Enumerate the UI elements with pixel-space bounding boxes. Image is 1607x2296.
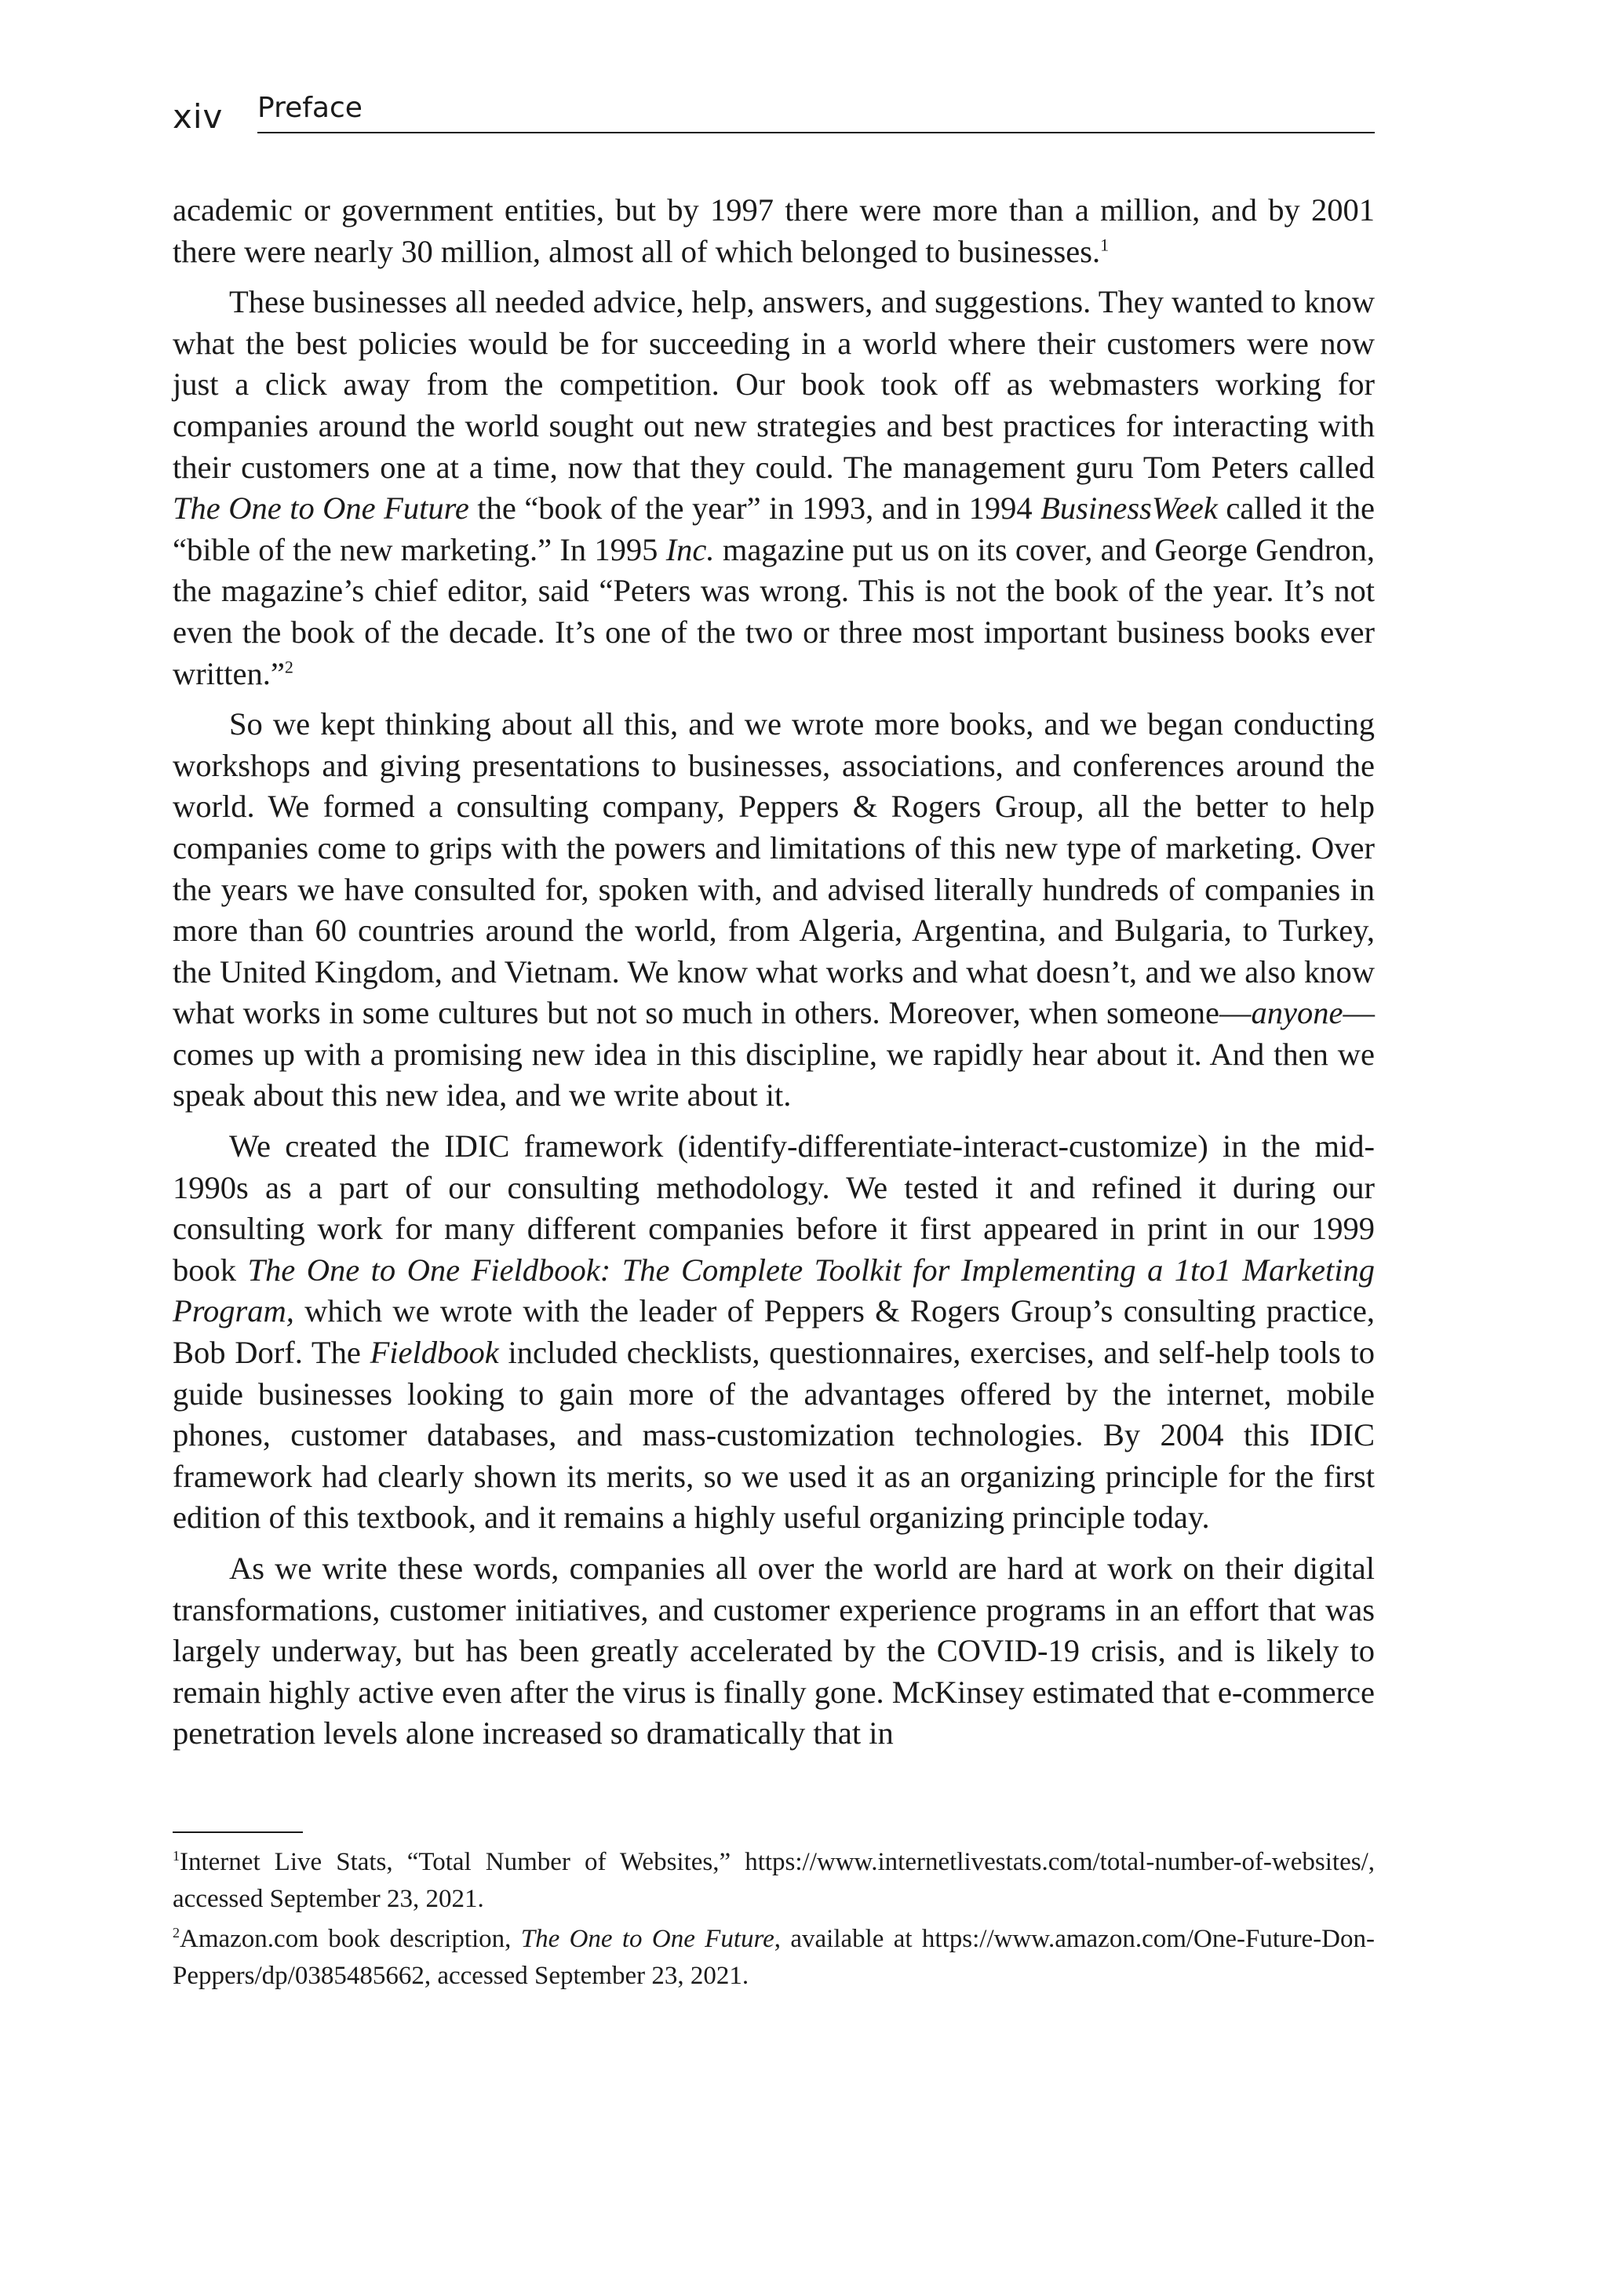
paragraph-4 (173, 1126, 1375, 1539)
paragraph-2-text-g: magazine put us on its cover, and George Gendron, the magazine’s chief editor, said “Peters was wrong. This is not the book of the year. It’s not even the book of the decade. It’s one of the two or three most important business books ever written.” (173, 531, 1375, 691)
paragraph-4-text-a: We created the IDIC framework (identify-differentiate-interact-customize) in the mid-1990s as a part of our consulting methodology. We tested it and refined it during our consulting work for many different companies before it first appeared in print in our 1999 book (173, 1128, 1375, 1288)
paragraph-3 (173, 704, 1375, 1117)
page-number: xiv (173, 97, 224, 136)
magazine-businessweek: BusinessWeek (1040, 490, 1218, 527)
footnote-rule (173, 1831, 303, 1833)
paragraph-4-text-e: included checklists, questionnaires, exercises, and self-help tools to guide businesses looking to gain more of the advantages offered by the internet, mobile phones, customer databases, and mass-customization technologies. By 2004 this IDIC framework had clearly shown its merits, so we used it as an organizing principle for the first edition of this textbook, and it remains a highly useful organizing principle today. (173, 1335, 1375, 1536)
running-head-title: Preface (257, 92, 363, 124)
magazine-inc: Inc. (665, 531, 715, 567)
paragraph-5 (173, 1548, 1375, 1755)
paragraph-3-text-a: So we kept thinking about all this, and we wrote more books, and we began conducting workshops and giving presentations to businesses, associations, and conferences around the world. We formed a consulting company, Peppers & Rogers Group, all the better to help companies come to grips with the powers and limitations of this new type of marketing. Over the years we have consulted for, spoken with, and advised literally hundreds of companies in more than 60 countries around the world, from Algeria, Argentina, and Bulgaria, to Turkey, the United Kingdom, and Vietnam. We know what works and what doesn’t, and we also know what works in some cultures but not so much in others. Moreover, when someone— (173, 706, 1375, 1031)
footnote-2-book-title: The One to One Future (520, 1924, 774, 1953)
paragraph-1 (173, 190, 1375, 272)
emphasis-anyone: anyone (1251, 995, 1343, 1031)
paragraph-2-text-a: These businesses all needed advice, help, answers, and suggestions. They wanted to know what the best policies would be for succeeding in a world where their customers were now just a click away from the competition. Our book took off as webmasters working for companies around the world sought out new strategies and best practices for interacting with their customers one at a time, now that they could. The management guru Tom Peters called (173, 284, 1375, 485)
paragraph-3-text-c: —comes up with a promising new idea in this discipline, we rapidly hear about it. And then we speak about this new idea, and we write about it. (173, 995, 1375, 1113)
footnote-ref-2[interactable]: 2 (284, 657, 293, 677)
book-title-fieldbook: The One to One Fieldbook: The Complete Toolkit for Implementing a 1to1 Marketing Program, (173, 1252, 1375, 1329)
paragraph-1-text: academic or government entities, but by 1997 there were more than a million, and by 2001 there were nearly 30 million, almost all of which belonged to businesses. (173, 192, 1375, 269)
header-rule (257, 132, 1375, 133)
paragraph-5-text: As we write these words, companies all over the world are hard at work on their digital transformations, customer initiatives, and customer experience programs in an effort that was largely underway, but has been greatly accelerated by the COVID-19 crisis, and is likely to remain highly active even after the virus is finally gone. McKinsey estimated that e-commerce penetration levels alone increased so dramatically that in (173, 1551, 1375, 1751)
footnote-ref-1[interactable]: 1 (1100, 235, 1110, 255)
footnote-2-text-a: Amazon.com book description, (180, 1924, 521, 1953)
book-title-one-to-one-future: The One to One Future (173, 490, 469, 527)
footnote-2-text-c: , available at https://www.amazon.com/One-Future-Don-Peppers/dp/0385485662, accessed September 23, 2021. (173, 1924, 1375, 1990)
fieldbook-italic: Fieldbook (370, 1335, 499, 1371)
body-text (173, 190, 1375, 1755)
footnote-1-text: Internet Live Stats, “Total Number of Websites,” https://www.internetlivestats.com/total-number-of-websites/, accessed September 23, 2021. (173, 1847, 1375, 1913)
paragraph-2-text-e: called it the “bible of the new marketing.” In 1995 (173, 490, 1375, 567)
paragraph-2 (173, 282, 1375, 694)
footnote-1-mark: 1 (173, 1847, 180, 1864)
footnote-2-mark: 2 (173, 1924, 180, 1941)
paragraph-2-text-c: the “book of the year” in 1993, and in 1994 (468, 490, 1041, 527)
footnotes (173, 1844, 1375, 1995)
running-head (173, 93, 1375, 141)
footnote-1 (173, 1844, 1375, 1918)
paragraph-4-text-c: which we wrote with the leader of Peppers & Rogers Group’s consulting practice, Bob Dorf. The (173, 1293, 1375, 1371)
footnote-2 (173, 1921, 1375, 1995)
book-page (173, 93, 1375, 1998)
